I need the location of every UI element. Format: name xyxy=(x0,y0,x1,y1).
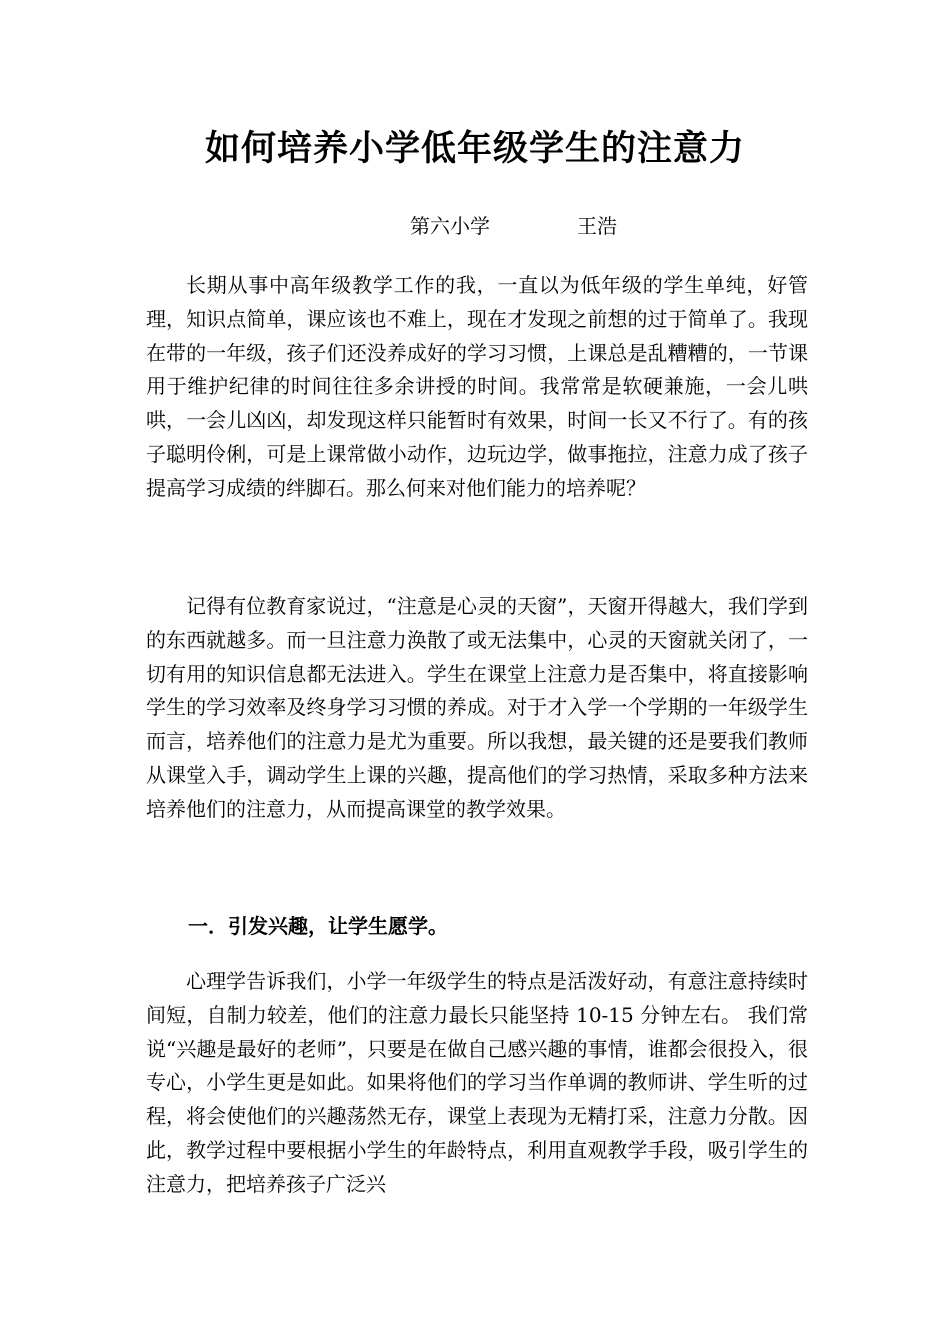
document-title: 如何培养小学低年级学生的注意力 xyxy=(204,128,745,169)
author-name: 王浩 xyxy=(577,214,617,238)
body-paragraph-2: 记得有位教育家说过，“注意是心灵的天窗”，天窗开得越大，我们学到的东西就越多。而一旦注意力涣散了或无法集中，心灵的天窗就关闭了，一切有用的知识信息都无法进入。学生在课堂上注意力是否集中，将直接影响学生的学习效率及终身学习习惯的养成。对于才入学一个学期的一年级学生而言，培养他们的注意力是尤为重要。所以我想，最关键的还是要我们教师从课堂入手，调动学生上课的兴趣，提高他们的学习热情，采取多种方法来培养他们的注意力，从而提高课堂的教学效果。 xyxy=(146,594,808,821)
section-heading: 一．引发兴趣，让学生愿学。 xyxy=(188,914,448,938)
body-paragraph-1: 长期从事中高年级教学工作的我，一直以为低年级的学生单纯，好管理，知识点简单，课应该也不难上，现在才发现之前想的过于简单了。我现在带的一年级，孩子们还没养成好的学习习惯，上课总是乱糟糟的，一节课用于维护纪律的时间往往多余讲授的时间。我常常是软硬兼施，一会儿哄哄，一会儿凶凶，却发现这样只能暂时有效果，时间一长又不行了。有的孩子聪明伶俐，可是上课常做小动作，边玩边学，做事拖拉，注意力成了孩子提高学习成绩的绊脚石。那么何来对他们能力的培养呢？ xyxy=(146,273,808,500)
school-name: 第六小学 xyxy=(410,214,490,238)
section-paragraph: 心理学告诉我们，小学一年级学生的特点是活泼好动，有意注意持续时间短，自制力较差，他们的注意力最长只能坚持 10-15 分钟左右。 我们常说“兴趣是最好的老师”，只要是在做自己感兴趣的事情，谁都会很投入，很专心，小学生更是如此。如果将他们的学习当作单调的教师讲、学生听的过程，将会使他们的兴趣荡然无存，课堂上表现为无精打采，注意力分散。因此，教学过程中要根据小学生的年龄特点，利用直观教学手段，吸引学生的注意力，把培养孩子广泛兴 xyxy=(146,969,808,1196)
